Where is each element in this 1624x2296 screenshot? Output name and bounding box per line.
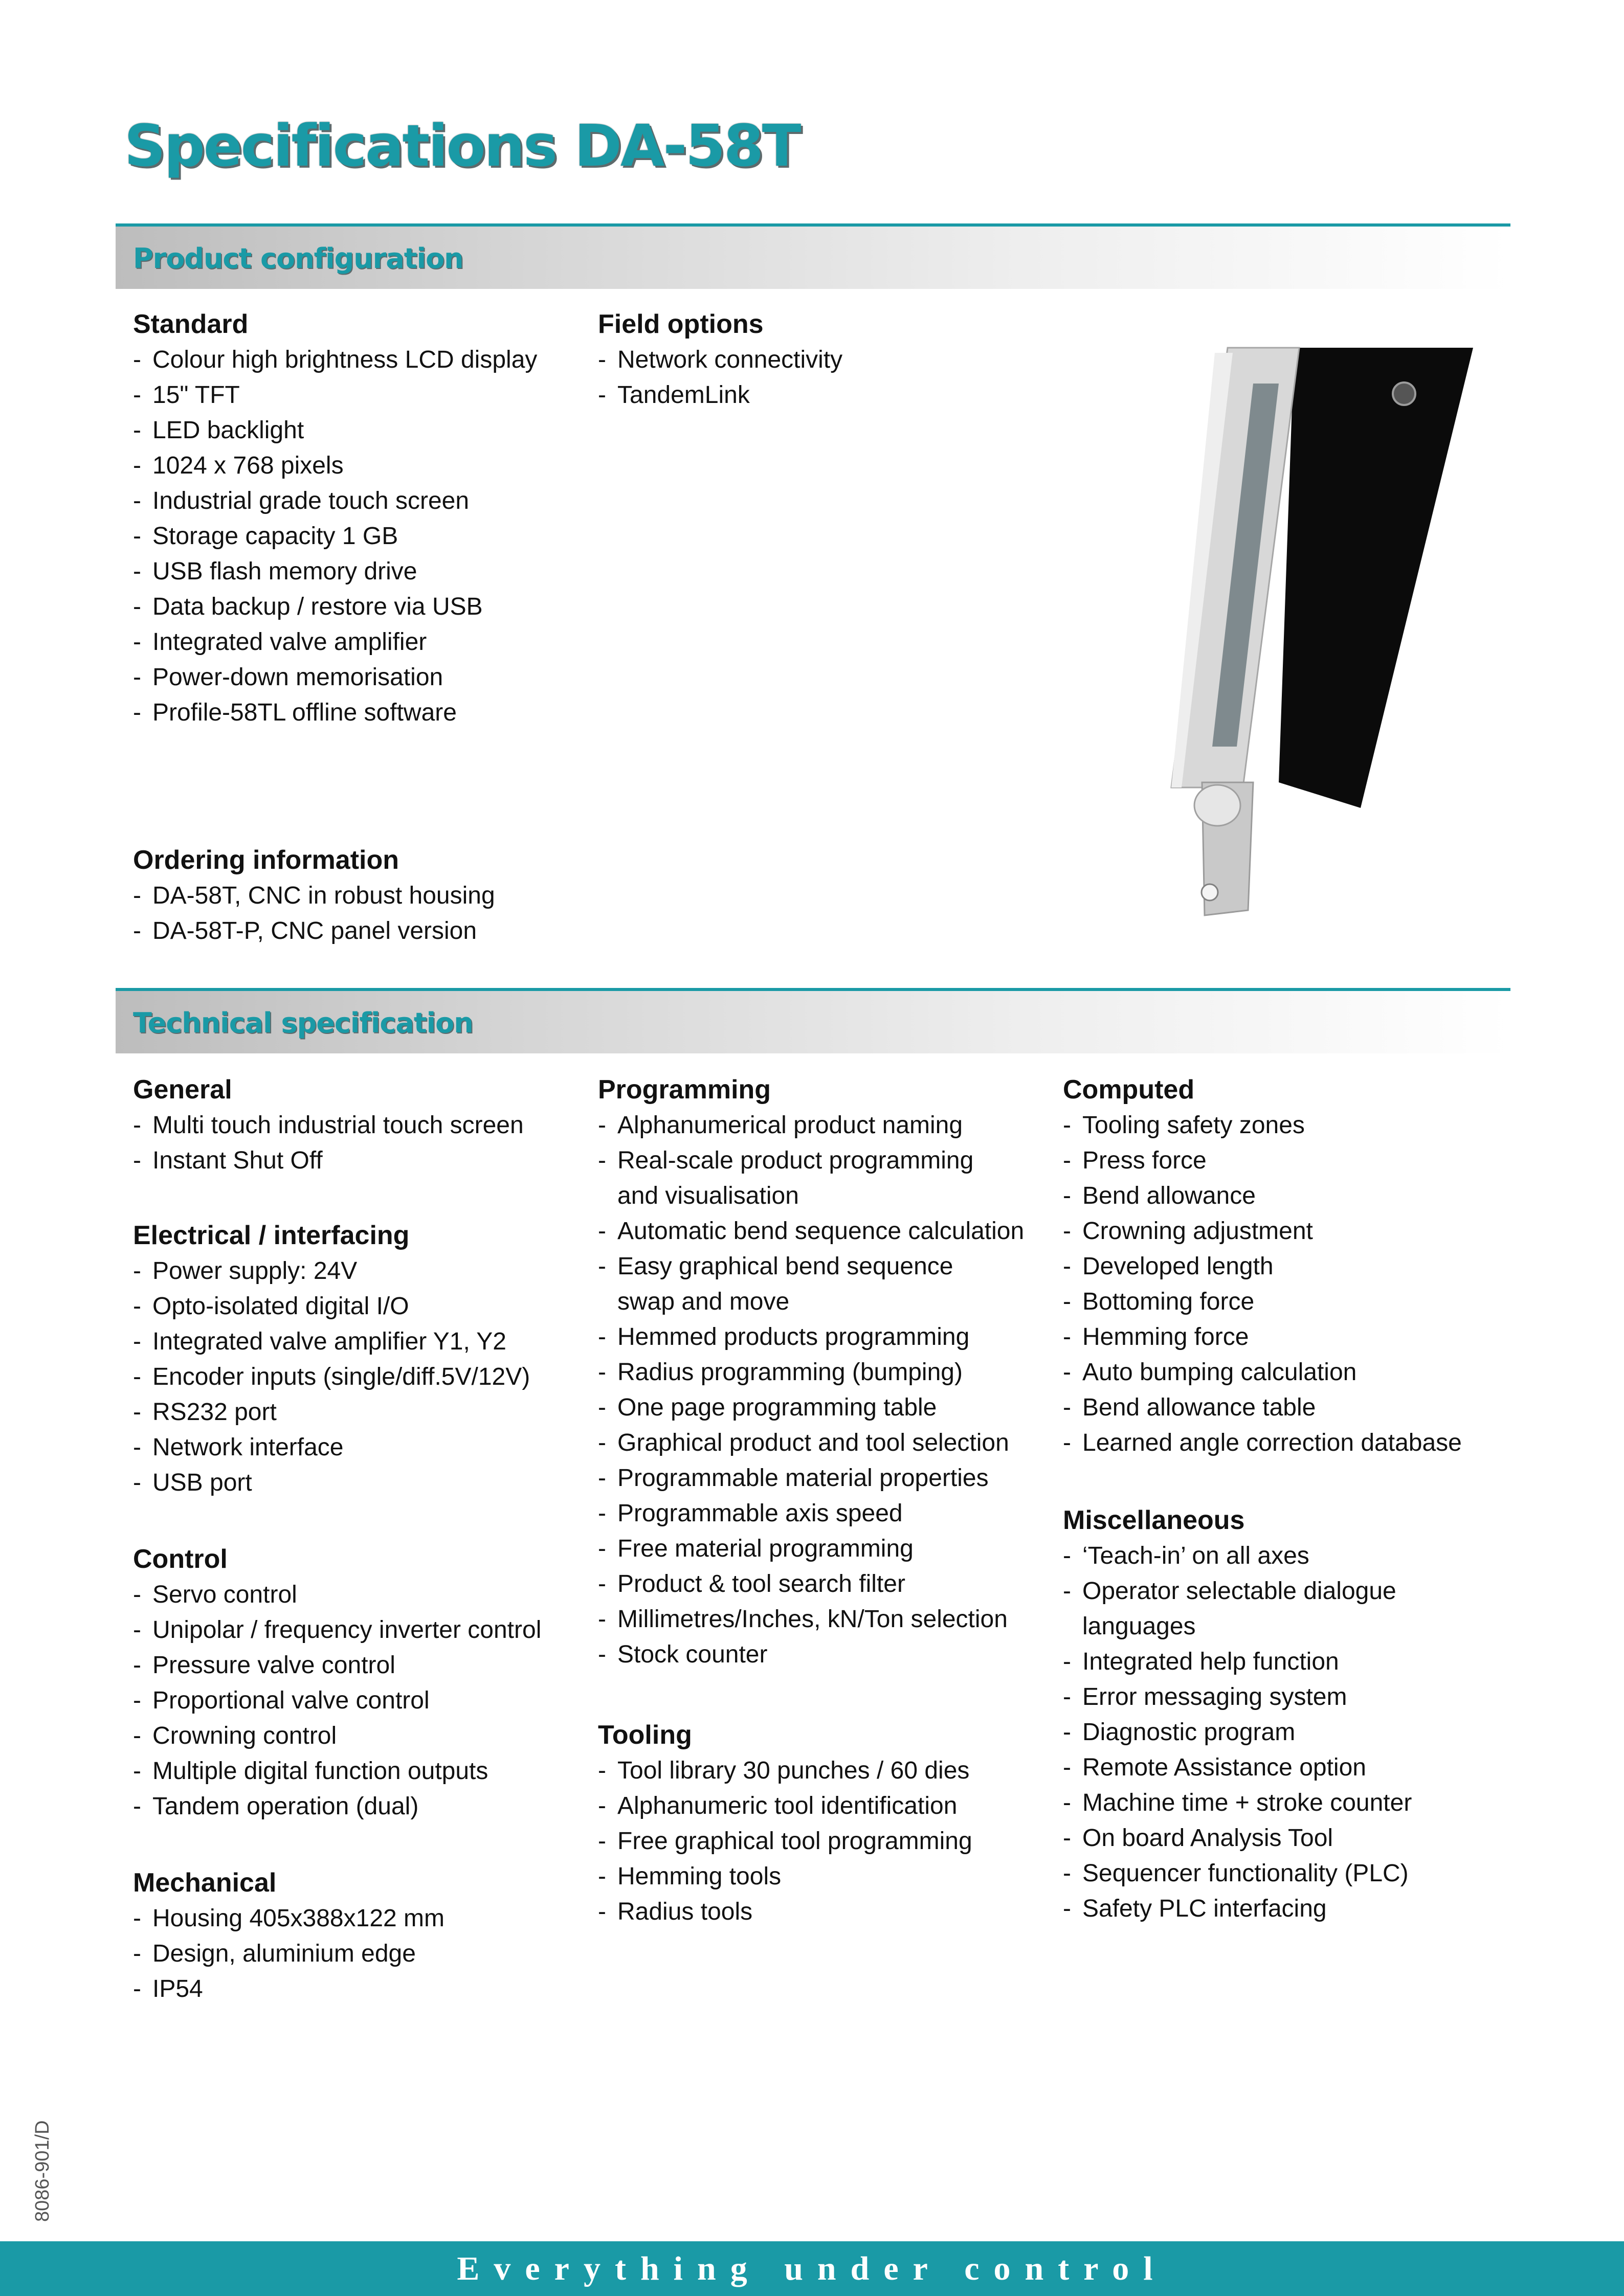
- list-item: - Crowning control: [133, 1718, 541, 1753]
- footer-slogan: Everything under control: [457, 2249, 1167, 2287]
- control-section: [133, 1542, 541, 1824]
- list-item: - One page programming table: [598, 1390, 1024, 1425]
- programming-section: [598, 1072, 1024, 1672]
- tooling-title: Tooling: [598, 1720, 692, 1750]
- miscellaneous-section: [1063, 1503, 1412, 1926]
- device-hinge: [1194, 785, 1240, 826]
- device-back-panel: [1279, 348, 1473, 808]
- list-item: - 15" TFT: [133, 377, 537, 413]
- list-item: - DA-58T-P, CNC panel version: [133, 913, 495, 949]
- mechanical-section: [133, 1865, 444, 2007]
- control-list: [133, 1577, 541, 1824]
- list-item: - ‘Teach-in’ on all axes: [1063, 1538, 1412, 1573]
- list-item: - Remote Assistance option: [1063, 1750, 1412, 1785]
- list-item: - Network connectivity: [598, 342, 842, 377]
- programming-title: Programming: [598, 1075, 771, 1105]
- mechanical-title: Mechanical: [133, 1868, 277, 1898]
- mechanical-list: [133, 1901, 444, 2007]
- computed-section: [1063, 1072, 1462, 1460]
- list-item: - Programmable axis speed: [598, 1496, 1024, 1531]
- standard-list: [133, 342, 537, 730]
- miscellaneous-title: Miscellaneous: [1063, 1505, 1245, 1535]
- product-configuration-band: [116, 223, 1510, 289]
- list-item: - Multi touch industrial touch screen: [133, 1108, 524, 1143]
- list-item: - Design, aluminium edge: [133, 1936, 444, 1971]
- list-item: - Storage capacity 1 GB: [133, 519, 537, 554]
- list-item: - Machine time + stroke counter: [1063, 1785, 1412, 1820]
- list-item: - Programmable material properties: [598, 1460, 1024, 1496]
- standard-section: [133, 307, 537, 730]
- programming-list: [598, 1108, 1024, 1672]
- list-item: - USB flash memory drive: [133, 554, 537, 589]
- tooling-list: [598, 1753, 972, 1929]
- field-options-section: [598, 307, 842, 413]
- list-item: - Press force: [1063, 1143, 1462, 1178]
- list-item: - Safety PLC interfacing: [1063, 1891, 1412, 1926]
- ordering-title: Ordering information: [133, 845, 399, 875]
- standard-title: Standard: [133, 309, 249, 339]
- list-item: - Stock counter: [598, 1637, 1024, 1672]
- list-item: - Developed length: [1063, 1249, 1462, 1284]
- list-item: - Housing 405x388x122 mm: [133, 1901, 444, 1936]
- product-configuration-heading: Product configuration: [133, 242, 463, 275]
- list-item: - Hemming tools: [598, 1859, 972, 1894]
- list-item: - Instant Shut Off: [133, 1143, 524, 1178]
- footer-bar: [0, 2241, 1624, 2296]
- general-list: [133, 1108, 524, 1178]
- list-item: - Crowning adjustment: [1063, 1213, 1462, 1249]
- list-item: - 1024 x 768 pixels: [133, 448, 537, 483]
- list-item: and visualisation: [617, 1182, 799, 1209]
- page-title: Specifications DA-58T: [124, 113, 800, 179]
- list-item: - Bottoming force: [1063, 1284, 1462, 1319]
- electrical-title: Electrical / interfacing: [133, 1221, 410, 1250]
- list-item: - Pressure valve control: [133, 1648, 541, 1683]
- list-item: - Integrated valve amplifier Y1, Y2: [133, 1324, 530, 1359]
- list-item: - Operator selectable dialogue: [1063, 1573, 1412, 1609]
- list-item: - USB port: [133, 1465, 530, 1500]
- list-item: - Tooling safety zones: [1063, 1108, 1462, 1143]
- list-item: - Automatic bend sequence calculation: [598, 1213, 1024, 1249]
- ordering-section: [133, 843, 495, 949]
- list-item: - Product & tool search filter: [598, 1566, 1024, 1602]
- list-item: - RS232 port: [133, 1394, 530, 1430]
- document-number: 8086-901/D: [32, 2120, 53, 2222]
- technical-specification-band: [116, 988, 1510, 1053]
- list-item: - Integrated help function: [1063, 1644, 1412, 1679]
- list-item: - Bend allowance table: [1063, 1390, 1462, 1425]
- computed-list: [1063, 1108, 1462, 1460]
- list-item: - Multiple digital function outputs: [133, 1753, 541, 1789]
- technical-specification-heading: Technical specification: [133, 1007, 473, 1039]
- device-screw: [1202, 884, 1218, 901]
- list-item: - Profile-58TL offline software: [133, 695, 537, 730]
- list-item: - Opto-isolated digital I/O: [133, 1289, 530, 1324]
- list-item: - Graphical product and tool selection: [598, 1425, 1024, 1460]
- list-item: - Hemmed products programming: [598, 1319, 1024, 1355]
- list-item: - Diagnostic program: [1063, 1715, 1412, 1750]
- miscellaneous-list: [1063, 1538, 1412, 1926]
- list-item: - Encoder inputs (single/diff.5V/12V): [133, 1359, 530, 1394]
- computed-title: Computed: [1063, 1075, 1195, 1105]
- list-item: - Millimetres/Inches, kN/Ton selection: [598, 1602, 1024, 1637]
- list-item: - Alphanumeric tool identification: [598, 1788, 972, 1824]
- list-item: - Easy graphical bend sequence: [598, 1249, 1024, 1284]
- list-item: - Proportional valve control: [133, 1683, 541, 1718]
- list-item: - Tool library 30 punches / 60 dies: [598, 1753, 972, 1788]
- list-item: - Auto bumping calculation: [1063, 1355, 1462, 1390]
- list-item: - Power supply: 24V: [133, 1253, 530, 1289]
- list-item: - DA-58T, CNC in robust housing: [133, 878, 495, 913]
- list-item: - Hemming force: [1063, 1319, 1462, 1355]
- list-item: - Bend allowance: [1063, 1178, 1462, 1213]
- field-options-list: [598, 342, 842, 413]
- tooling-section: [598, 1718, 972, 1929]
- list-item: - Radius programming (bumping): [598, 1355, 1024, 1390]
- field-options-title: Field options: [598, 309, 764, 339]
- control-title: Control: [133, 1544, 228, 1574]
- ordering-list: [133, 878, 495, 949]
- electrical-section: [133, 1218, 530, 1500]
- list-item: - LED backlight: [133, 413, 537, 448]
- list-item: - Alphanumerical product naming: [598, 1108, 1024, 1143]
- general-title: General: [133, 1075, 232, 1105]
- list-item: - Learned angle correction database: [1063, 1425, 1462, 1460]
- list-item: - Industrial grade touch screen: [133, 483, 537, 519]
- product-image: [1151, 337, 1483, 936]
- list-item: - Integrated valve amplifier: [133, 624, 537, 660]
- list-item: swap and move: [617, 1288, 790, 1315]
- list-item: - Radius tools: [598, 1894, 972, 1929]
- list-item: - Colour high brightness LCD display: [133, 342, 537, 377]
- list-item: - Power-down memorisation: [133, 660, 537, 695]
- list-item: - Data backup / restore via USB: [133, 589, 537, 624]
- list-item: - Servo control: [133, 1577, 541, 1612]
- list-item: - IP54: [133, 1971, 444, 2007]
- list-item: - Sequencer functionality (PLC): [1063, 1856, 1412, 1891]
- list-item: - TandemLink: [598, 377, 842, 413]
- list-item: - Network interface: [133, 1430, 530, 1465]
- list-item: - Tandem operation (dual): [133, 1789, 541, 1824]
- list-item: - Unipolar / frequency inverter control: [133, 1612, 541, 1648]
- list-item: - Error messaging system: [1063, 1679, 1412, 1715]
- list-item: languages: [1082, 1613, 1196, 1640]
- device-usb-port: [1393, 382, 1415, 405]
- list-item: - On board Analysis Tool: [1063, 1820, 1412, 1856]
- list-item: - Real-scale product programming: [598, 1143, 1024, 1178]
- general-section: [133, 1072, 524, 1178]
- list-item: - Free material programming: [598, 1531, 1024, 1566]
- electrical-list: [133, 1253, 530, 1500]
- list-item: - Free graphical tool programming: [598, 1824, 972, 1859]
